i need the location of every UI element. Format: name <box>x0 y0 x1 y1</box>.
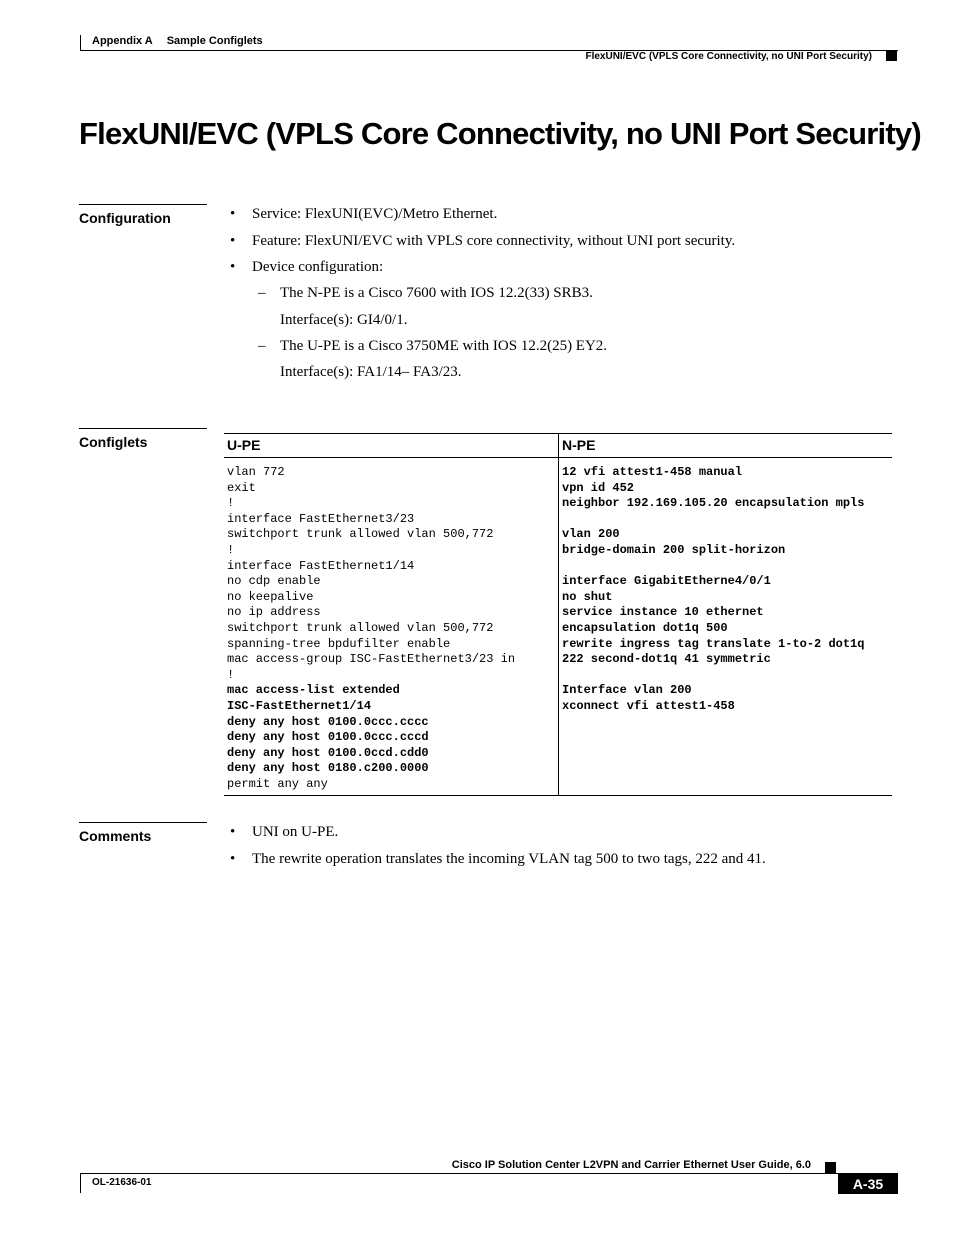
code-line: exit <box>227 480 256 495</box>
sub-item-interfaces: Interface(s): FA1/14– FA3/23. <box>280 364 462 380</box>
configlets-label: Configlets <box>79 428 207 450</box>
sub-item-interfaces: Interface(s): GI4/0/1. <box>280 311 408 328</box>
footer-rule <box>80 1173 898 1174</box>
code-line: ! <box>227 667 235 682</box>
code-line-bold: ISC-FastEthernet1/14 <box>227 698 372 713</box>
code-line-bold: xconnect vfi attest1-458 <box>562 698 735 713</box>
code-line-bold: vpn id 452 <box>562 480 635 495</box>
code-line: no ip address <box>227 605 321 620</box>
code-line-bold: deny any host 0100.0ccd.cdd0 <box>227 745 429 760</box>
list-item-text: Device configuration: <box>252 259 384 275</box>
code-line: no cdp enable <box>227 574 321 589</box>
sub-item-text: The U-PE is a Cisco 3750ME with IOS 12.2(25) EY2. <box>280 337 608 354</box>
code-line-bold: bridge-domain 200 split-horizon <box>562 542 786 557</box>
code-line-bold: rewrite ingress tag translate 1-to-2 dot1q <box>562 636 865 651</box>
code-line-bold: interface GigabitEtherne4/0/1 <box>562 574 771 589</box>
table-row <box>224 458 892 796</box>
page-number: A-35 <box>838 1174 898 1194</box>
comments-list <box>230 823 766 876</box>
code-line: vlan 772 <box>227 465 285 479</box>
header-breadcrumb <box>80 35 263 50</box>
code-line-bold: 12 vfi attest1-458 manual <box>562 465 743 479</box>
list-item <box>230 258 735 381</box>
code-line-bold: vlan 200 <box>562 527 620 542</box>
code-line: spanning-tree bpdufilter enable <box>227 636 451 651</box>
code-line: ! <box>227 496 235 511</box>
code-line: ! <box>227 542 235 557</box>
code-line-bold: deny any host 0100.0ccc.cccc <box>227 714 429 729</box>
code-line-bold: Interface vlan 200 <box>562 683 692 698</box>
configuration-list <box>230 205 735 390</box>
header-section: Sample Configlets <box>166 35 263 47</box>
upe-config-cell <box>224 458 559 796</box>
code-line-bold: mac access-list extended <box>227 683 400 698</box>
configlets-table <box>224 433 892 796</box>
code-line-bold: encapsulation dot1q 500 <box>562 620 728 635</box>
header-marker-block <box>886 51 897 61</box>
code-line: permit any any <box>227 776 328 791</box>
sub-item-upe <box>252 337 735 382</box>
code-line: switchport trunk allowed vlan 500,772 <box>227 527 494 542</box>
code-line: interface FastEthernet1/14 <box>227 558 415 573</box>
list-item: • The rewrite operation translates the incoming VLAN tag 500 to two tags, 222 and 41. <box>230 850 766 868</box>
dash-marker: – <box>258 337 266 354</box>
list-item: • UNI on U-PE. <box>230 823 766 841</box>
sub-item-text: The N-PE is a Cisco 7600 with IOS 12.2(33) SRB3. <box>280 285 593 301</box>
code-line-blank <box>562 559 889 575</box>
code-line-bold: service instance 10 ethernet <box>562 605 764 620</box>
code-line-blank <box>562 668 889 684</box>
column-header-upe: U-PE <box>224 434 559 458</box>
code-line: mac access-group ISC-FastEthernet3/23 in <box>227 652 516 667</box>
footer-guide-title: Cisco IP Solution Center L2VPN and Carrier Ethernet User Guide, 6.0 <box>451 1159 811 1171</box>
configuration-label: Configuration <box>79 204 207 226</box>
header-running-title: FlexUNI/EVC (VPLS Core Connectivity, no UNI Port Security) <box>585 51 872 62</box>
column-header-npe: N-PE <box>559 434 893 458</box>
sub-item-npe <box>252 284 735 329</box>
code-line: switchport trunk allowed vlan 500,772 <box>227 620 494 635</box>
code-line-bold: no shut <box>562 589 613 604</box>
comments-label: Comments <box>79 822 207 844</box>
footer-doc-number: OL-21636-01 <box>80 1174 151 1193</box>
code-line-bold: deny any host 0180.c200.0000 <box>227 761 429 776</box>
code-line-bold: neighbor 192.169.105.20 encapsulation mpls <box>562 496 865 511</box>
table-header-row <box>224 434 892 458</box>
code-line-blank <box>562 512 889 528</box>
npe-config-cell <box>559 458 893 796</box>
code-line-bold: deny any host 0100.0ccc.cccd <box>227 730 429 745</box>
list-item: • Feature: FlexUNI/EVC with VPLS core connectivity, without UNI port security. <box>230 232 735 250</box>
code-line-bold: 222 second-dot1q 41 symmetric <box>562 652 771 667</box>
code-line: no keepalive <box>227 589 314 604</box>
footer-marker-block <box>825 1162 836 1173</box>
page-title: FlexUNI/EVC (VPLS Core Connectivity, no UNI Port Security) <box>79 116 921 151</box>
header-appendix: Appendix A <box>92 35 153 47</box>
dash-marker: – <box>258 285 266 301</box>
list-item: • Service: FlexUNI(EVC)/Metro Ethernet. <box>230 205 735 223</box>
code-line: interface FastEthernet3/23 <box>227 511 415 526</box>
